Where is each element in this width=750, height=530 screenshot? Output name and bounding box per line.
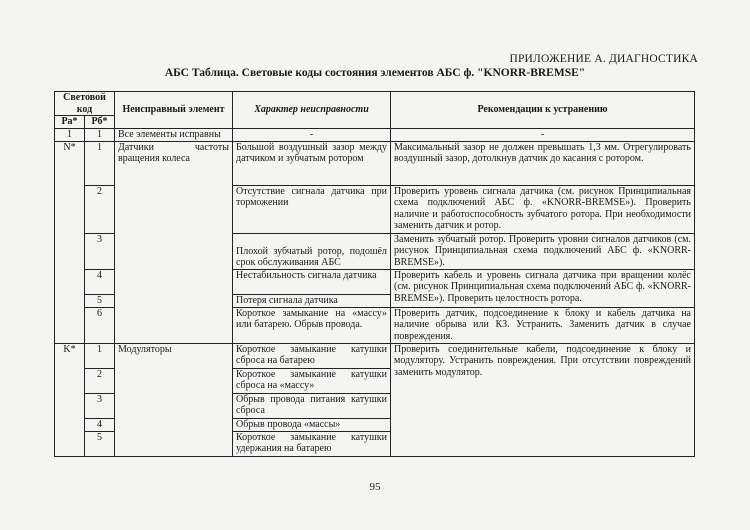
cell-rb: 2 [85,368,115,393]
document-title: АБС Таблица. Световые коды состояния элементов АБС ф. "KNORR-BREMSE" [164,67,586,79]
cell-fault: Обрыв провода питания катушки сброса [233,393,391,418]
cell-fault: Потеря сигнала датчика [233,294,391,307]
cell-rb: 3 [85,233,115,269]
cell-rb: 3 [85,393,115,418]
cell-rb: 1 [85,343,115,368]
header-element: Неисправный элемент [115,92,233,129]
header-ra: Ра* [55,116,85,129]
abs-codes-table [54,91,695,457]
cell-fault: Короткое замыкание катушки сброса на «массу» [233,368,391,393]
header-fault: Характер неисправности [233,92,391,129]
cell-fault: Большой воздушный зазор между датчиком и зубчатым ротором [233,141,391,185]
cell-element: Датчики частоты вращения колеса [115,141,233,343]
cell-recommendation: - [391,128,695,141]
cell-recommendation: Проверить кабель и уровень сигнала датчика при вращении колёс (см. рисунок Принципиальная схема подключений АБС ф. «KNORR-BREMSE»). Проверить целостность ротора. [391,269,695,307]
cell-fault: Короткое замыкание катушки сброса на батарею [233,343,391,368]
cell-rb: 4 [85,269,115,294]
cell-ra: 1 [55,128,85,141]
cell-fault: Короткое замыкание на «массу» или батарею. Обрыв провода. [233,307,391,343]
table-row [55,141,695,185]
cell-ra: K* [55,343,85,456]
page-number: 95 [369,481,381,493]
cell-fault: Обрыв провода «массы» [233,418,391,431]
cell-rb: 1 [85,141,115,185]
cell-fault: Отсутствие сигнала датчика при торможении [233,185,391,233]
cell-rb: 4 [85,418,115,431]
appendix-header: ПРИЛОЖЕНИЕ А. ДИАГНОСТИКА [509,53,698,65]
cell-fault: Нестабильность сигнала датчика [233,269,391,294]
cell-fault: - [233,128,391,141]
table-row [55,343,695,368]
cell-element: Все элементы исправны [115,128,233,141]
table-header-row [55,92,695,116]
cell-rb: 5 [85,294,115,307]
cell-rb: 1 [85,128,115,141]
header-recommendation: Рекомендации к устранению [391,92,695,129]
cell-recommendation: Проверить уровень сигнала датчика (см. рисунок Принципиальная схема подключений АБС ф. «KNORR-BREMSE»). Проверить наличие и работоспособность зубчатого ротора. При необходимости заменить датчик и ротор. [391,185,695,233]
cell-recommendation: Заменить зубчатый ротор. Проверить уровни сигналов датчиков (см. рисунок Принципиальная схема подключений АБС ф. «KNORR-BREMSE»). [391,233,695,269]
cell-element: Модуляторы [115,343,233,456]
cell-rb: 2 [85,185,115,233]
cell-recommendation: Максимальный зазор не должен превышать 1,3 мм. Отрегулировать воздушный зазор, дотолкнув датчик до касания с ротором. [391,141,695,185]
cell-recommendation: Проверить соединительные кабели, подсоединение к блоку и модулятору. Устранить повреждения. При отсутствии повреждений заменить модулятор. [391,343,695,456]
cell-rb: 6 [85,307,115,343]
header-rb: Рб* [85,116,115,129]
cell-ra: N* [55,141,85,343]
cell-rb: 5 [85,431,115,456]
cell-fault: Короткое замыкание катушки удержания на батарею [233,431,391,456]
cell-recommendation: Проверить датчик, подсоединение к блоку и кабель датчика на наличие обрыва или КЗ. Устранить. Заменить датчик в случае повреждения. [391,307,695,343]
table-row [55,128,695,141]
cell-fault: Плохой зубчатый ротор, подошёл срок обслуживания АБС [233,233,391,269]
header-light-code: Световой код [55,92,115,116]
